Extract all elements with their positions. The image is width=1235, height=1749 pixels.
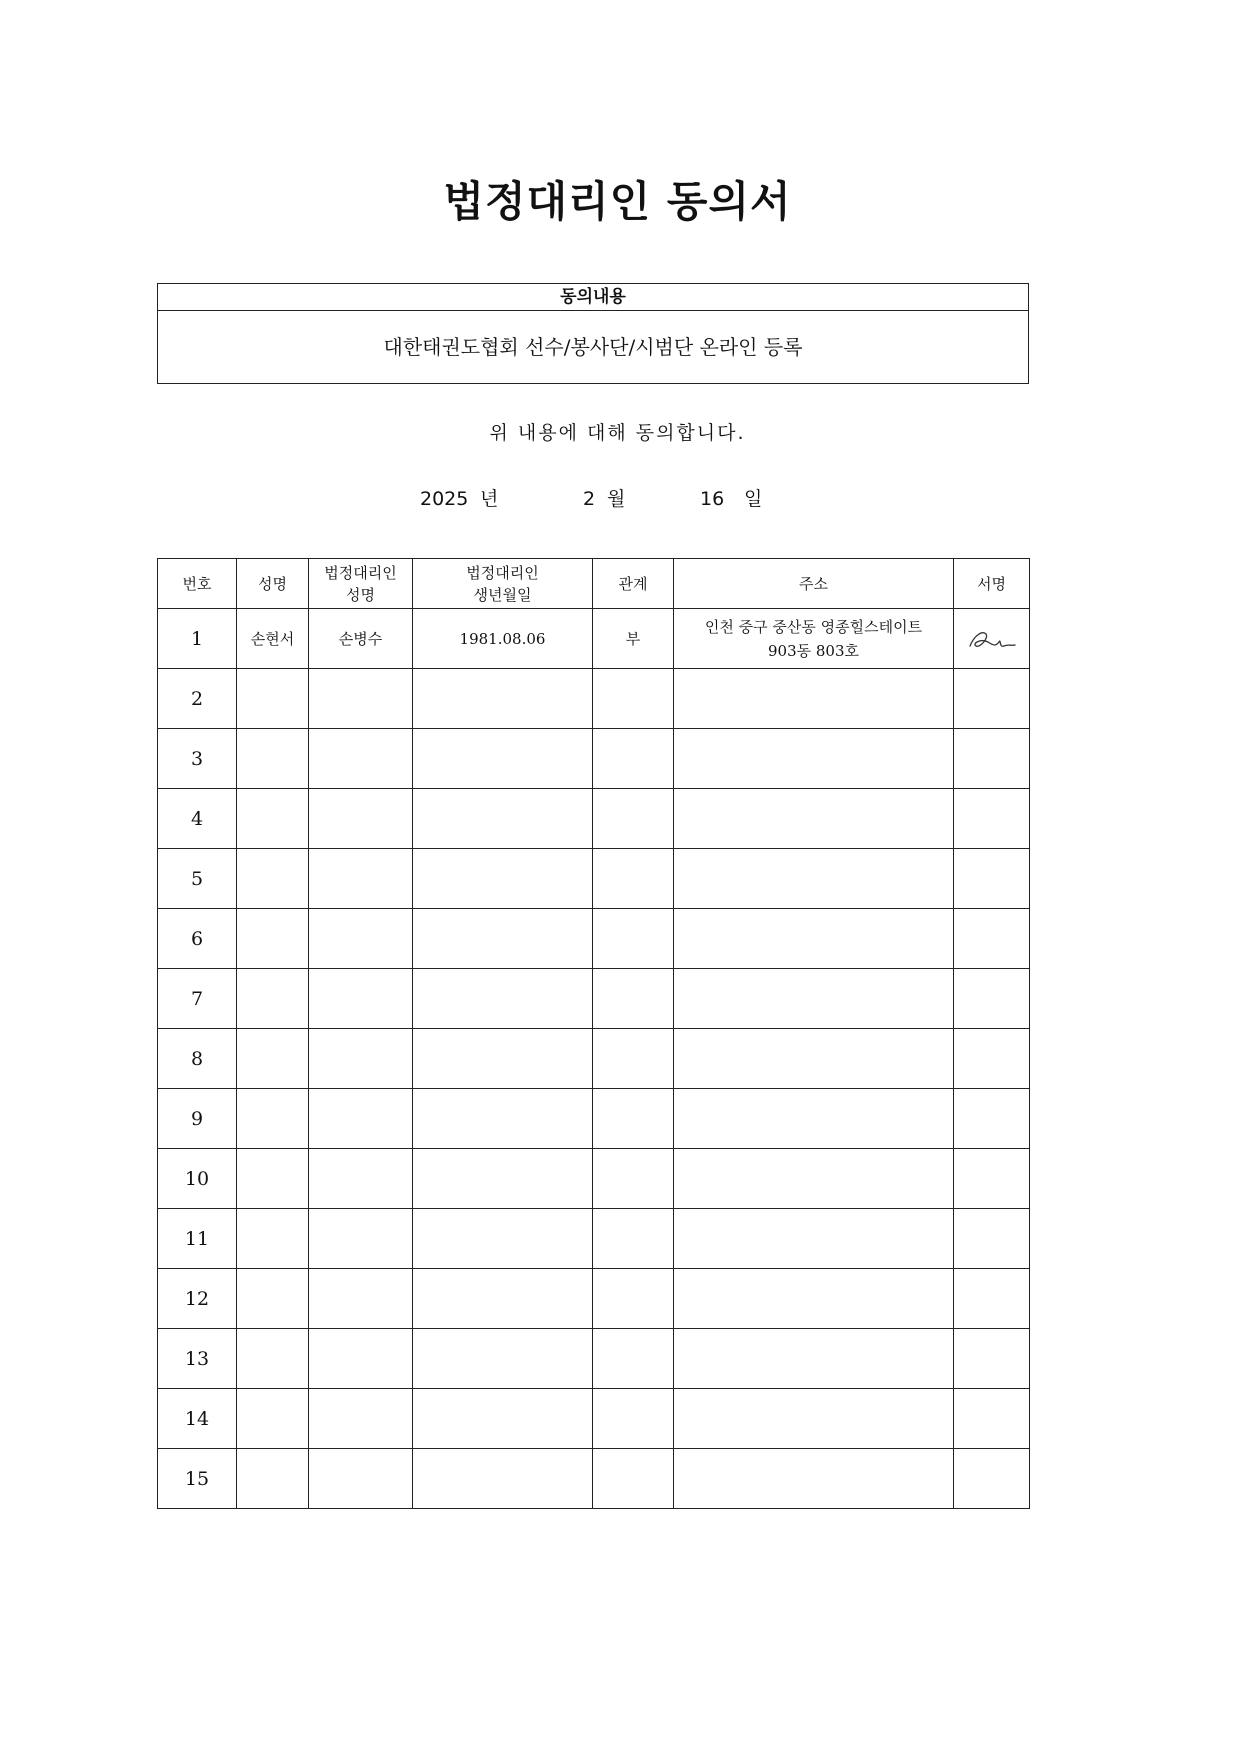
cell-name (237, 669, 309, 729)
cell-no: 3 (158, 729, 237, 789)
cell-address (674, 1089, 954, 1149)
consent-content-box (157, 283, 1029, 384)
cell-relation (593, 1029, 674, 1089)
cell-name (237, 1149, 309, 1209)
cell-relation (593, 669, 674, 729)
cell-address (674, 789, 954, 849)
date-year-unit: 년 (480, 488, 499, 510)
cell-guardian-name: 손병수 (309, 609, 413, 669)
cell-address (674, 729, 954, 789)
cell-guardian-name (309, 1029, 413, 1089)
table-row (158, 1029, 1030, 1089)
cell-address (674, 1329, 954, 1389)
cell-address-line2: 903동 803호 (767, 641, 859, 660)
table-row (158, 1449, 1030, 1509)
date-month: 2 (583, 488, 596, 510)
cell-name (237, 789, 309, 849)
cell-address (674, 609, 954, 669)
cell-guardian-name (309, 1449, 413, 1509)
cell-name (237, 1029, 309, 1089)
cell-signature (954, 789, 1030, 849)
table-row (158, 789, 1030, 849)
cell-signature (954, 1149, 1030, 1209)
cell-signature (954, 1269, 1030, 1329)
consent-content-body: 대한태권도협회 선수/봉사단/시범단 온라인 등록 (383, 335, 803, 359)
cell-address (674, 669, 954, 729)
cell-address (674, 1029, 954, 1089)
cell-signature (954, 729, 1030, 789)
cell-guardian-birth (413, 729, 593, 789)
table-row (158, 729, 1030, 789)
cell-guardian-name (309, 1389, 413, 1449)
signature-mark (966, 624, 1018, 654)
cell-no: 1 (158, 609, 237, 669)
guardian-registration-table (157, 558, 1030, 1509)
cell-no: 8 (158, 1029, 237, 1089)
cell-relation (593, 969, 674, 1029)
cell-address (674, 969, 954, 1029)
table-row (158, 909, 1030, 969)
cell-name (237, 1209, 309, 1269)
cell-guardian-birth (413, 1389, 593, 1449)
cell-name (237, 729, 309, 789)
cell-signature (954, 1449, 1030, 1509)
cell-name (237, 1329, 309, 1389)
header-guardian-name (309, 559, 413, 609)
date-month-unit: 월 (607, 488, 626, 510)
cell-address-line1: 인천 중구 중산동 영종힐스테이트 (704, 617, 923, 636)
cell-relation (593, 789, 674, 849)
cell-guardian-birth (413, 789, 593, 849)
agree-statement: 위 내용에 대해 동의합니다. (489, 422, 746, 444)
cell-no: 5 (158, 849, 237, 909)
cell-no: 10 (158, 1149, 237, 1209)
cell-guardian-name (309, 669, 413, 729)
table-row (158, 1389, 1030, 1449)
consent-content-header: 동의내용 (158, 284, 1028, 311)
cell-guardian-name (309, 729, 413, 789)
header-guardian-birth (413, 559, 593, 609)
cell-name (237, 969, 309, 1029)
cell-relation (593, 1149, 674, 1209)
cell-guardian-name (309, 1149, 413, 1209)
table-row (158, 1209, 1030, 1269)
cell-no: 14 (158, 1389, 237, 1449)
cell-relation (593, 909, 674, 969)
table-row (158, 1149, 1030, 1209)
cell-no: 4 (158, 789, 237, 849)
cell-guardian-birth (413, 969, 593, 1029)
cell-relation (593, 1269, 674, 1329)
cell-guardian-birth (413, 1329, 593, 1389)
cell-signature (954, 1209, 1030, 1269)
cell-address (674, 909, 954, 969)
table-row (158, 1089, 1030, 1149)
cell-relation (593, 1449, 674, 1509)
header-name: 성명 (237, 559, 309, 609)
cell-no: 15 (158, 1449, 237, 1509)
cell-no: 12 (158, 1269, 237, 1329)
cell-name (237, 849, 309, 909)
cell-name (237, 1269, 309, 1329)
cell-guardian-birth (413, 909, 593, 969)
cell-guardian-birth (413, 1449, 593, 1509)
header-signature: 서명 (954, 559, 1030, 609)
cell-guardian-birth: 1981.08.06 (413, 609, 593, 669)
cell-signature (954, 1029, 1030, 1089)
cell-guardian-name (309, 849, 413, 909)
table-row (158, 1329, 1030, 1389)
cell-guardian-birth (413, 1269, 593, 1329)
cell-signature (954, 909, 1030, 969)
cell-relation (593, 1089, 674, 1149)
date-day: 16 (700, 488, 725, 510)
date-day-unit: 일 (744, 488, 763, 510)
cell-address (674, 1449, 954, 1509)
cell-no: 6 (158, 909, 237, 969)
cell-guardian-name (309, 909, 413, 969)
cell-name (237, 909, 309, 969)
cell-guardian-name (309, 1329, 413, 1389)
cell-address (674, 1389, 954, 1449)
cell-guardian-birth (413, 1149, 593, 1209)
cell-signature (954, 1089, 1030, 1149)
cell-no: 11 (158, 1209, 237, 1269)
cell-address (674, 1269, 954, 1329)
cell-name (237, 1449, 309, 1509)
cell-relation: 부 (593, 609, 674, 669)
cell-relation (593, 729, 674, 789)
document-title: 법정대리인 동의서 (443, 177, 792, 226)
cell-no: 13 (158, 1329, 237, 1389)
cell-address (674, 849, 954, 909)
cell-guardian-name (309, 1209, 413, 1269)
cell-guardian-birth (413, 849, 593, 909)
header-no: 번호 (158, 559, 237, 609)
cell-guardian-name (309, 789, 413, 849)
cell-guardian-name (309, 1269, 413, 1329)
cell-signature (954, 1389, 1030, 1449)
header-guardian-birth-line2: 생년월일 (473, 585, 532, 604)
cell-signature (954, 669, 1030, 729)
cell-guardian-birth (413, 1209, 593, 1269)
cell-no: 7 (158, 969, 237, 1029)
cell-name (237, 1089, 309, 1149)
cell-guardian-name (309, 1089, 413, 1149)
cell-name (237, 1389, 309, 1449)
header-address: 주소 (674, 559, 954, 609)
cell-guardian-name (309, 969, 413, 1029)
table-row (158, 849, 1030, 909)
table-row (158, 609, 1030, 669)
header-guardian-name-line1: 법정대리인 (324, 563, 397, 582)
table-header-row (158, 559, 1030, 609)
cell-guardian-birth (413, 669, 593, 729)
cell-address (674, 1209, 954, 1269)
cell-name: 손현서 (237, 609, 309, 669)
cell-relation (593, 1209, 674, 1269)
cell-no: 9 (158, 1089, 237, 1149)
header-guardian-birth-line1: 법정대리인 (466, 563, 539, 582)
cell-relation (593, 849, 674, 909)
cell-signature (954, 849, 1030, 909)
table-row (158, 969, 1030, 1029)
table-row (158, 669, 1030, 729)
cell-signature (954, 609, 1030, 669)
date-year: 2025 (420, 488, 469, 510)
cell-guardian-birth (413, 1089, 593, 1149)
header-relation: 관계 (593, 559, 674, 609)
cell-guardian-birth (413, 1029, 593, 1089)
cell-signature (954, 1329, 1030, 1389)
cell-address (674, 1149, 954, 1209)
header-guardian-name-line2: 성명 (346, 585, 375, 604)
cell-relation (593, 1329, 674, 1389)
cell-relation (593, 1389, 674, 1449)
cell-no: 2 (158, 669, 237, 729)
cell-signature (954, 969, 1030, 1029)
table-row (158, 1269, 1030, 1329)
